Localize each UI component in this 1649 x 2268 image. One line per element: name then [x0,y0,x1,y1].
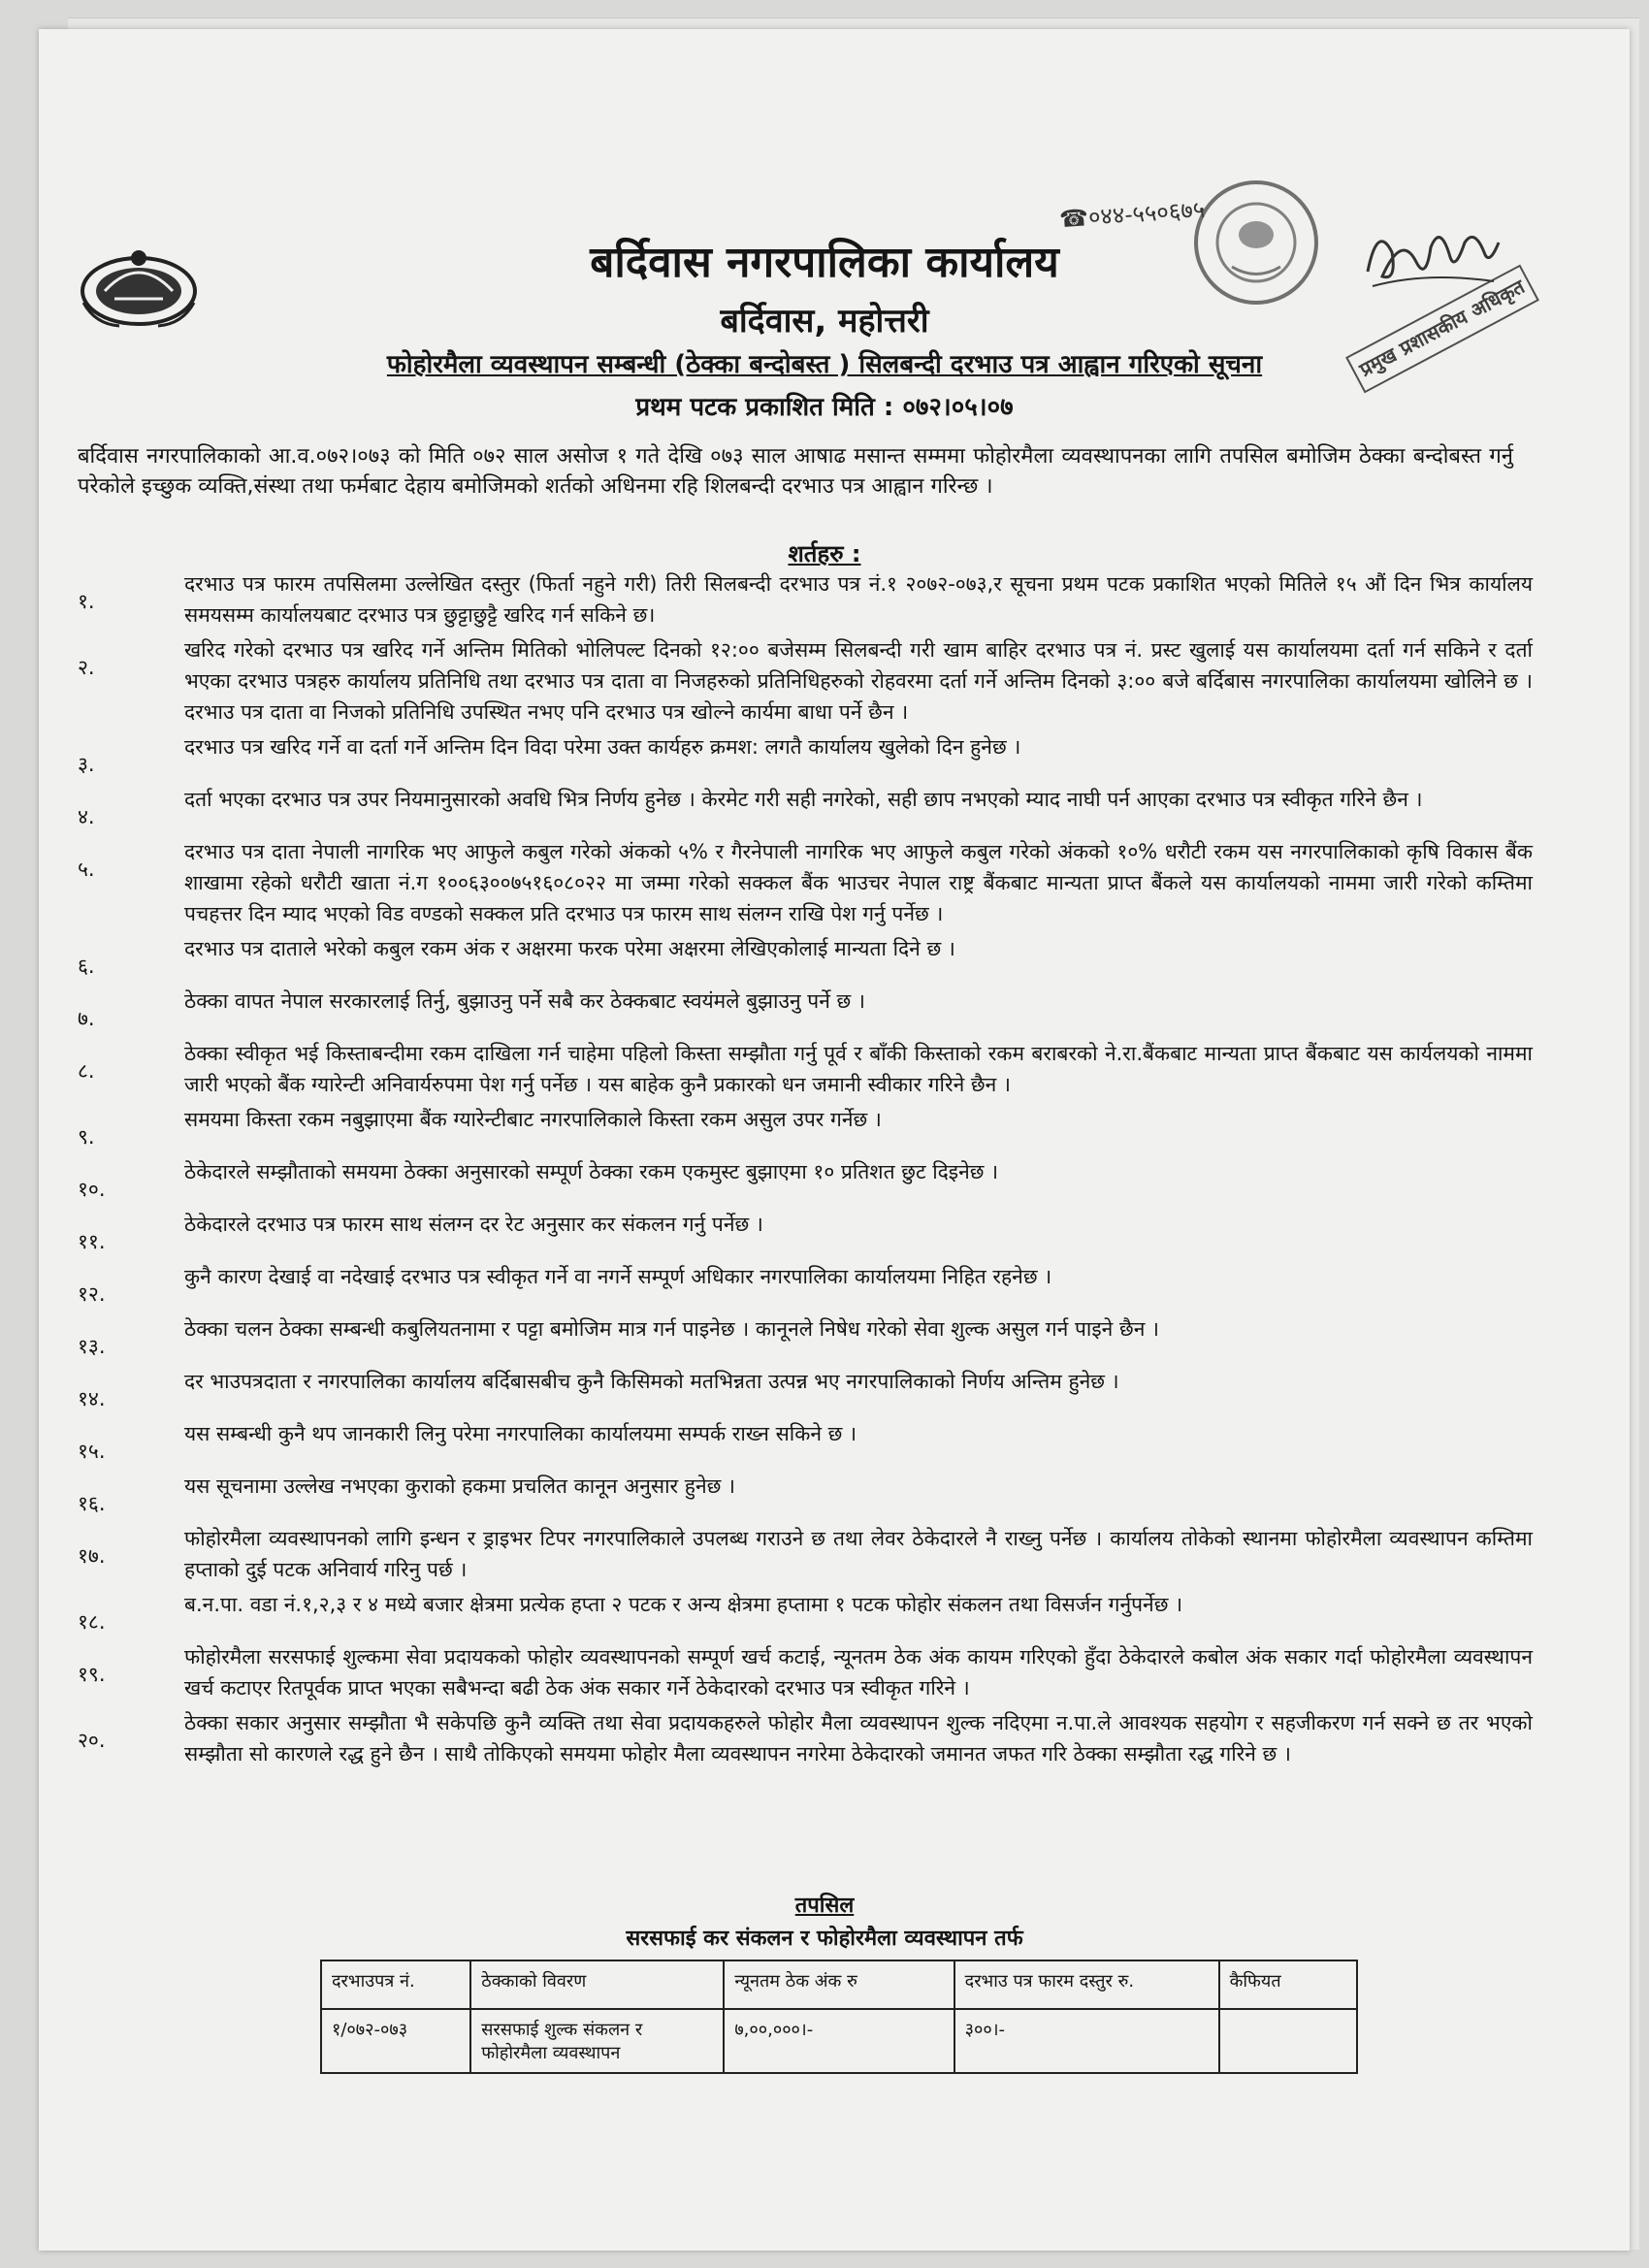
condition-item [78,1313,1533,1362]
condition-text: ठेक्का स्वीकृत भई किस्ताबन्दीमा रकम दाखिला गर्न चाहेमा पहिलो किस्ता सम्झौता गर्नु पूर्व र बाँकी किस्ताको रकम बराबरको ने.रा.बैंकबाट मान्यता प्राप्त बैंकबाट यस कार्यलयको नाममा जारी भएको बैंक ग्यारेन्टी अनिवार्यरुपमा पेश गर्नु पर्नेछ । यस बाहेक कुनै प्रकारको धन जमानी स्वीकार गरिने छैन । [184,1042,1533,1096]
schedule-subheading: सरसफाई कर संकलन र फोहोरमैला व्यवस्थापन तर्फ [626,1927,1023,1951]
condition-item [78,986,1533,1034]
condition-item [78,933,1533,982]
condition-text: ब.न.पा. वडा नं.१,२,३ र ४ मध्ये बजार क्षेत्रमा प्रत्येक हप्ता २ पटक र अन्य क्षेत्रमा हप्तामा १ पटक फोहोर संकलन तथा विसर्जन गर्नुपर्नेछ । [184,1593,1183,1616]
condition-number: ८. [78,1059,95,1083]
condition-number: ४. [78,805,95,828]
condition-number: १७. [78,1544,106,1568]
condition-text: दरभाउ पत्र फारम तपसिलमा उल्लेखित दस्तुर (फिर्ता नहुने गरी) तिरी सिलबन्दी दरभाउ पत्र नं.१ २०७२-०७३,र सूचना प्रथम पटक प्रकाशित भएको मितिले १५ औं दिन भित्र कार्यालय समयसम्म कार्यालयबाट दरभाउ पत्र छुट्टाछुट्टै खरिद गर्न सकिने छ। [184,572,1533,627]
table-cell: १/०७२-०७३ [321,2009,470,2073]
notice-subject: फोहोरमैला व्यवस्थापन सम्बन्धी (ठेक्का बन्दोबस्त ) सिलबन्दी दरभाउ पत्र आह्वान गरिएको सूचना [386,350,1263,379]
condition-text: समयमा किस्ता रकम नबुझाएमा बैंक ग्यारेन्टीबाट नगरपालिकाले किस्ता रकम असुल उपर गर्नेछ । [184,1108,882,1131]
condition-number: २०. [78,1729,106,1752]
condition-number: १४. [78,1387,106,1410]
table-cell: ३००।- [954,2009,1219,2073]
condition-item [78,1104,1533,1152]
column-header: कैफियत [1219,1960,1357,2009]
condition-number: १३. [78,1335,106,1358]
condition-text: फोहोरमैला सरसफाई शुल्कमा सेवा प्रदायकको फोहोर व्यवस्थापनको सम्पूर्ण खर्च कटाई, न्यूनतम ठेक अंक कायम गरिएको हुँदा ठेकेदारले कबोल अंक सकार गर्दा फोहोरमैला व्यवस्थापन खर्च कटाएर रितपूर्वक प्राप्त भएका सबैभन्दा बढी ठेक अंक सकार गर्ने ठेकेदारको दरभाउ पत्र स्वीकृत गरिने । [184,1645,1533,1700]
condition-text: खरिद गरेको दरभाउ पत्र खरिद गर्ने अन्तिम मितिको भोलिपल्ट दिनको १२:०० बजेसम्म सिलबन्दी गरी खाम बाहिर दरभाउ पत्र नं. प्रस्ट खुलाई यस कार्यालयमा दर्ता गर्न सकिने र दर्ता भएका दरभाउ पत्रहरु कार्यालय प्रतिनिधि तथा दरभाउ पत्र दाता वा निजहरुको प्रतिनिधिहरुको रोहवरमा दर्ता गर्ने अन्तिम दिनको ३:०० बजे बर्दिबास नगरपालिका कार्यालयमा खोलिने छ । दरभाउ पत्र दाता वा निजको प्रतिनिधि उपस्थित नभए पनि दरभाउ पत्र खोल्ने कार्यमा बाधा पर्ने छैन । [184,638,1533,724]
condition-text: ठेकेदारले दरभाउ पत्र फारम साथ संलग्न दर रेट अनुसार कर संकलन गर्नु पर्नेछ । [184,1213,763,1236]
column-header: दरभाउ पत्र फारम दस्तुर रु. [954,1960,1219,2009]
condition-number: १५. [78,1440,106,1463]
condition-text: दरभाउ पत्र दाता नेपाली नागरिक भए आफुले कबुल गरेको अंकको ५% र गैरनेपाली नागरिक भए आफुले कबुल गरेको अंकको १०% धरौटी रकम यस नगरपालिकाको कृषि विकास बैंक शाखामा रहेको धरौटी खाता नं.ग १००६३००७५१६०८०२२ मा जम्मा गरेको सक्कल बैंक भाउचर नेपाल राष्ट्र बैंकबाट मान्यता प्राप्त बैंकले यस कार्यालयको नाममा जारी गरेको कम्तिमा पचहत्तर दिन म्याद भएको विड वण्डको सक्कल प्रति दरभाउ पत्र फारम साथ संलग्न राखि पेश गर्नु पर्नेछ । [184,840,1533,925]
table-cell: सरसफाई शुल्क संकलन र फोहोरमैला व्यवस्थापन [470,2009,724,2073]
conditions-list [78,568,1533,1773]
condition-item [78,1523,1533,1585]
office-name: बर्दिवास नगरपालिका कार्यालय [590,238,1059,287]
condition-item [78,1641,1533,1703]
condition-item [78,1471,1533,1519]
table-row [321,2009,1357,2073]
condition-item [78,731,1533,780]
condition-number: २. [78,656,95,679]
condition-item [78,1366,1533,1414]
condition-item [78,1261,1533,1310]
condition-number: १८. [78,1610,106,1634]
column-header: ठेक्काको विवरण [470,1960,724,2009]
condition-text: यस सूचनामा उल्लेख नभएका कुराको हकमा प्रचलित कानून अनुसार हुनेछ । [184,1474,735,1498]
condition-number: ३. [78,753,95,776]
column-header: दरभाउपत्र नं. [321,1960,470,2009]
conditions-heading: शर्तहरु : [788,540,861,567]
condition-number: १२. [78,1282,106,1306]
condition-item [78,1418,1533,1467]
condition-item [78,1707,1533,1769]
condition-text: फोहोरमैला व्यवस्थापनको लागि इन्धन र ड्राइभर टिपर नगरपालिकाले उपलब्ध गराउने छ तथा लेवर ठेकेदारले नै राख्नु पर्नेछ । कार्यालय तोकेको स्थानमा फोहोरमैला व्यवस्थापन कम्तिमा हप्ताको दुई पटक अनिवार्य गरिनु पर्छ । [184,1527,1533,1581]
condition-number: ७. [78,1007,95,1030]
condition-number: ६. [78,955,95,978]
condition-number: ९. [78,1125,95,1149]
condition-item [78,1038,1533,1100]
condition-text: कुनै कारण देखाई वा नदेखाई दरभाउ पत्र स्वीकृत गर्ने वा नगर्ने सम्पूर्ण अधिकार नगरपालिका कार्यालयमा निहित रहनेछ । [184,1265,1052,1288]
intro-paragraph: बर्दिवास नगरपालिकाको आ.व.०७२।०७३ को मिति ०७२ साल असोज १ गते देखि ०७३ साल आषाढ मसान्त सम्ममा फोहोरमैला व्यवस्थापनका लागि तपसिल बमोजिम ठेक्का बन्दोबस्त गर्नु परेकोले इच्छुक व्यक्ति,संस्था तथा फर्मबाट देहाय बमोजिमको शर्तको अधिनमा रहि शिलबन्दी दरभाउ पत्र आह्वान गरिन्छ । [78,444,1513,499]
office-address: बर्दिवास, महोत्तरी [720,302,929,340]
schedule-table [320,1960,1358,2074]
condition-item [78,568,1533,631]
condition-text: ठेक्का वापत नेपाल सरकारलाई तिर्नु, बुझाउनु पर्ने सबै कर ठेक्कबाट स्वयंमले बुझाउनु पर्ने छ । [184,989,865,1013]
condition-number: ५. [78,858,95,881]
table-cell: ७,००,०००।- [724,2009,954,2073]
condition-item [78,836,1533,929]
condition-text: दरभाउ पत्र खरिद गर्ने वा दर्ता गर्ने अन्तिम दिन विदा परेमा उक्त कार्यहरु क्रमश: लगतै कार्यालय खुलेको दिन हुनेछ । [184,735,1021,759]
condition-text: ठेक्का चलन ठेक्का सम्बन्धी कबुलियतनामा र पट्टा बमोजिम मात्र गर्न पाइनेछ । कानूनले निषेध गरेको सेवा शुल्क असुल गर्न पाइने छैन । [184,1317,1159,1341]
condition-text: दर्ता भएका दरभाउ पत्र उपर नियमानुसारको अवधि भित्र निर्णय हुनेछ । केरमेट गरी सही नगरेको, सही छाप नभएको म्याद नाघी पर्न आएका दरभाउ पत्र स्वीकृत गरिने छैन । [184,788,1423,811]
condition-number: १. [78,590,95,613]
table-cell [1219,2009,1357,2073]
condition-item [78,1209,1533,1257]
condition-item [78,1589,1533,1637]
condition-number: ११. [78,1230,106,1253]
condition-item [78,1156,1533,1205]
phone-number: ☎०४४-५५०६७५ [1058,195,1207,234]
condition-text: दरभाउ पत्र दाताले भरेको कबुल रकम अंक र अक्षरमा फरक परेमा अक्षरमा लेखिएकोलाई मान्यता दिने छ । [184,937,955,960]
schedule-heading: तपसिल [794,1894,855,1918]
condition-text: दर भाउपत्रदाता र नगरपालिका कार्यालय बर्दिबासबीच कुनै किसिमको मतभिन्नता उत्पन्न भए नगरपालिकाको निर्णय अन्तिम हुनेछ । [184,1370,1119,1393]
table-header-row [321,1960,1357,2009]
condition-text: यस सम्बन्धी कुनै थप जानकारी लिनु परेमा नगरपालिका कार्यालयमा सम्पर्क राख्न सकिने छ । [184,1422,857,1445]
designation-stamp: प्रमुख प्रशासकीय अधिकृत [1345,265,1539,394]
column-header: न्यूनतम ठेक अंक रु [724,1960,954,2009]
condition-item [78,784,1533,832]
condition-item [78,634,1533,728]
condition-number: १९. [78,1663,106,1686]
condition-text: ठेकेदारले सम्झौताको समयमा ठेक्का अनुसारको सम्पूर्ण ठेक्का रकम एकमुस्ट बुझाएमा १० प्रतिशत छुट दिइनेछ । [184,1160,999,1183]
condition-number: १६. [78,1492,106,1515]
condition-number: १०. [78,1178,106,1201]
publication-date: प्रथम पटक प्रकाशित मिति : ०७२।०५।०७ [635,393,1014,422]
condition-text: ठेक्का सकार अनुसार सम्झौता भै सकेपछि कुनै व्यक्ति तथा सेवा प्रदायकहरुले फोहोर मैला व्यवस्थापन शुल्क नदिएमा न.पा.ले आवश्यक सहयोग र सहजीकरण गर्न सक्ने छ तर भएको सम्झौता सो कारणले रद्ध हुने छैन । साथै तोकिएको समयमा फोहोर मैला व्यवस्थापन नगरेमा ठेकेदारको जमानत जफत गरि ठेक्का सम्झौता रद्ध गरिने छ । [184,1711,1533,1766]
